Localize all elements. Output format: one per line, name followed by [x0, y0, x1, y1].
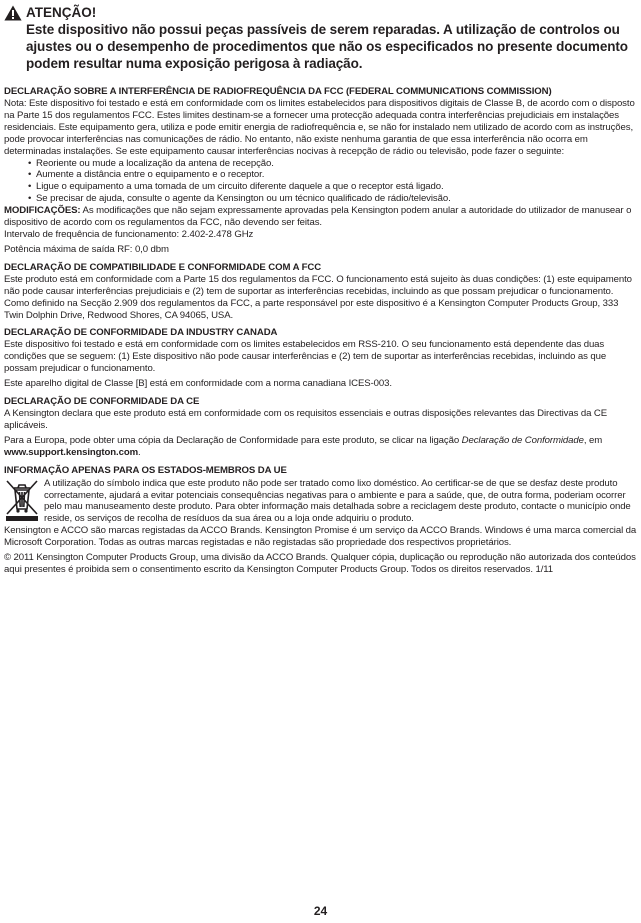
support-url-link[interactable]: www.support.kensington.com — [4, 446, 139, 458]
list-item: • Se precisar de ajuda, consulte o agente da Kensington ou um técnico qualificado de rádio/televisão. — [28, 193, 637, 205]
ce-text: A Kensington declara que este produto está em conformidade com os requisitos essenciais e outras disposições relevantes das Directivas da CE aplicáveis. — [4, 408, 607, 431]
fcc-note: Nota: Este dispositivo foi testado e está em conformidade com os limites estabelecidos para dispositivos digitais de Classe B, de acordo com o disposto na Parte 15 dos regulamentos FCC. Estes limites destinam-se a fornecer uma protecção adequada contra interferências prejudiciais em instalações residenciais. Este equipamento gera, utiliza e pode emitir energia de radiofrequência e, se não for instalado nem utilizado de acordo com as instruções, pode provocar interferências nas comunicações de rádio. No entanto, não existe nenhuma garantia de que essa interferência não ocorra em determinadas instalações. Se este equipamento causar interferências nocivas à recepção de rádio ou televisão, pode fazer o seguinte: — [4, 98, 635, 157]
eu-heading: INFORMAÇÃO APENAS PARA OS ESTADOS-MEMBROS DA UE — [4, 464, 287, 476]
trademarks-text: Kensington e ACCO são marcas registadas da ACCO Brands. Kensington Promise é um serviço da ACCO Brands. Windows é uma marca comercial da Microsoft Corporation. Todas as outras marcas registadas e não registadas são propriedade dos respectivos proprietários. — [4, 525, 637, 549]
eu-text: A utilização do símbolo indica que este produto não pode ser tratado como lixo doméstico. Ao certificar-se de que se desfaz deste produto correctamente, ajudará a evitar potenciais consequências negativas para o ambiente e para a saúde, que, de outra forma, poderiam ocorrer pelo mau manuseamento deste produto. Para obter informação mais detalhada sobre a reciclagem deste produto, contacte o município onde reside, os serviços de recolha de resíduos da sua área ou a loja onde adquiriu o produto. — [44, 477, 631, 525]
crossed-out-bin-icon — [4, 478, 40, 522]
compat-text: Este produto está em conformidade com a Parte 15 dos regulamentos da FCC. O funcionamento está sujeito às duas condições: (1) este equipamento não pode causar interferências prejudiciais e (2) tem de suportar as interferências recebidas, incluindo as que possam prejudicar o funcionamento. Como definido na Secção 2.909 dos regulamentos da FCC, a parte responsável por este dispositivo é a Kensington Computer Products Group, 333 Twin Dolphin Drive, Redwood Shores, CA 94065, USA. — [4, 273, 632, 321]
warning-header — [4, 4, 638, 21]
warning-title: ATENÇÃO! — [26, 5, 97, 20]
warning-triangle-icon — [4, 5, 22, 21]
compat-heading: DECLARAÇÃO DE COMPATIBILIDADE E CONFORMIDADE COM A FCC — [4, 261, 322, 273]
warning-text: Este dispositivo não possui peças passíveis de serem reparadas. A utilização de controlos ou ajustes ou o desempenho de procedimentos que não os especificados no presente documento podem resultar numa exposição perigosa à radiação. — [26, 22, 628, 71]
fcc-heading: DECLARAÇÃO SOBRE A INTERFERÊNCIA DE RADIOFREQUÊNCIA DA FCC (FEDERAL COMMUNICATIONS COMMISSION) — [4, 86, 552, 97]
warning-block — [4, 4, 638, 72]
ce-declaration-text: Para a Europa, pode obter uma cópia da Declaração de Conformidade para este produto, se clicar na ligação — [4, 434, 462, 446]
copyright-text: © 2011 Kensington Computer Products Group, uma divisão da ACCO Brands. Qualquer cópia, duplicação ou reprodução não autorizada dos conteúdos aqui presentes é proibida sem o consentimento escrito da Kensington Computer Products Group. Todos os direitos reservados. 1/11 — [4, 552, 636, 575]
frequency-range: Intervalo de frequência de funcionamento: 2.402-2.478 GHz — [4, 228, 254, 240]
canada-text: Este dispositivo foi testado e está em conformidade com os limites estabelecidos em RSS-210. O seu funcionamento está dependente das duas condições que se seguem: (1) Este dispositivo não pode causar interferências e (2) tem de suportar as interferências recebidas, incluindo as que possam prejudicar o funcionamento. — [4, 339, 607, 375]
modifications-text: As modificações que não sejam expressamente aprovadas pela Kensington podem anular a autoridade do utilizador de manusear o dispositivo de acordo com os regulamentos da FCC, não devendo ser feitas. — [4, 205, 632, 229]
page-number: 24 — [313, 904, 328, 918]
modifications-paragraph — [4, 205, 637, 229]
fcc-bullet-list — [4, 158, 637, 206]
canada-ices-text: Este aparelho digital de Classe [B] está em conformidade com a norma canadiana ICES-003. — [4, 378, 392, 390]
list-item: • Reoriente ou mude a localização da antena de recepção. — [28, 158, 637, 170]
max-rf-power: Potência máxima de saída RF: 0,0 dbm — [4, 243, 169, 255]
canada-heading: DECLARAÇÃO DE CONFORMIDADE DA INDUSTRY CANADA — [4, 327, 278, 339]
ce-declaration-link[interactable]: Declaração de Conformidade — [461, 434, 584, 446]
modifications-label: MODIFICAÇÕES: — [4, 205, 81, 217]
ce-declaration-paragraph — [4, 435, 637, 459]
ce-heading: DECLARAÇÃO DE CONFORMIDADE DA CE — [4, 396, 200, 408]
ce-declaration-mid: , em — [583, 434, 603, 446]
document-body — [4, 86, 637, 576]
ce-declaration-end: . — [138, 446, 141, 458]
list-item: • Aumente a distância entre o equipamento e o receptor. — [28, 169, 637, 181]
list-item: • Ligue o equipamento a uma tomada de um circuito diferente daquele a que o receptor está ligado. — [28, 181, 637, 193]
weee-block — [4, 478, 637, 526]
